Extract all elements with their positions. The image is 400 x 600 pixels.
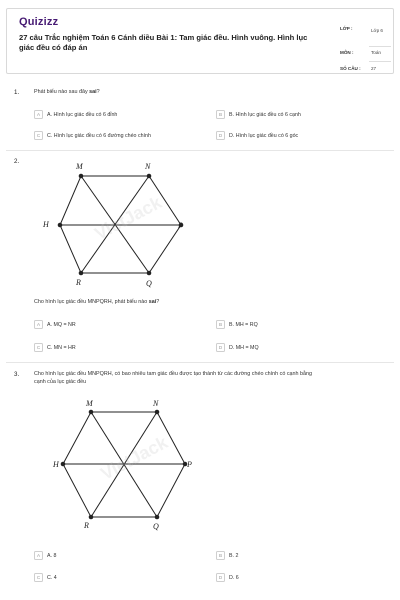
vertex-m [79,174,84,179]
option-text: C. MN = HR [47,344,76,351]
meta-divider [369,46,391,47]
label-m: M [86,399,93,408]
question-text-line: Cho hình lục giác đều MNPQRH, có bao nhiêu tam giác đều được tạo thành từ các đường chéo chính có cạnh bằng [34,371,313,377]
vertex-m [89,410,94,415]
label-m: M [76,162,83,171]
label-q: Q [153,522,159,531]
hexagon-figure [44,393,204,533]
subject-value: Toán [371,50,381,55]
label-h: H [43,220,49,229]
label-p: P [187,460,192,469]
option-letter-box: A [34,110,43,119]
question-count-label: SỐ CÂU : [340,66,361,71]
question-number: 3. [14,371,20,378]
question-text [34,298,159,306]
answer-option-d[interactable] [216,343,259,352]
vertex-h [58,223,63,228]
vertex-q [147,271,152,276]
vertex-q [155,515,160,520]
option-letter-box: B [216,551,225,560]
watermark: VietJack [91,192,165,244]
option-text: D. 6 [229,574,239,581]
option-text: B. 2 [229,552,239,559]
answer-option-c[interactable] [34,131,151,140]
question-text-part: ? [96,89,100,95]
section-divider [6,362,394,363]
question-text-emphasis: sai [89,89,97,95]
option-letter-box: D [216,573,225,582]
option-letter-box: A [34,320,43,329]
meta-divider [369,61,391,62]
answer-option-d[interactable] [216,573,239,582]
option-text: A. MQ = NR [47,321,76,328]
answer-option-b[interactable] [216,551,238,560]
vertex-r [89,515,94,520]
label-h: H [53,460,59,469]
option-letter-box: C [34,131,43,140]
question-text-line: cạnh của lục giác đều [34,379,87,385]
answer-option-b[interactable] [216,110,301,119]
option-text: A. Hình lục giác đều có 6 đỉnh [47,111,118,118]
answer-option-a[interactable] [34,320,76,329]
option-letter-box: D [216,131,225,140]
quizizz-logo: Quizizz [19,16,59,28]
vertex-n [155,410,160,415]
option-letter-box: C [34,343,43,352]
grade-value: Lớp 6 [371,28,383,33]
answer-option-a[interactable] [34,110,117,119]
question-number: 2. [14,158,20,165]
vertex-h [61,462,66,467]
answer-option-b[interactable] [216,320,258,329]
answer-option-a[interactable] [34,551,56,560]
label-r: R [76,278,81,287]
question-number: 1. [14,89,20,96]
watermark: VietJack [97,432,171,484]
question-text [34,370,392,386]
vertex-n [147,174,152,179]
worksheet-header [6,8,394,74]
option-text: C. Hình lục giác đều có 6 đường chéo chính [47,132,151,139]
option-text: A. 8 [47,552,57,559]
option-letter-box: B [216,320,225,329]
vertex-r [79,271,84,276]
option-text: D. Hình lục giác đều có 6 góc [229,132,299,139]
label-p: P [178,221,183,230]
hexagon-figure [36,158,196,290]
question-count-value: 27 [371,66,377,71]
option-letter-box: D [216,343,225,352]
option-text: D. MH = MQ [229,344,259,351]
label-q: Q [146,279,152,288]
option-letter-box: C [34,573,43,582]
question-text-part: Phát biểu nào sau đây [34,89,90,95]
label-n: N [145,162,151,171]
label-n: N [153,399,159,408]
option-text: B. Hình lục giác đều có 6 cạnh [229,111,301,118]
answer-option-c[interactable] [34,343,76,352]
option-letter-box: A [34,551,43,560]
question-text [34,88,100,96]
grade-label: LỚP : [340,26,353,31]
label-r: R [84,521,89,530]
option-text: B. MH = RQ [229,321,258,328]
worksheet-title: 27 câu Trắc nghiệm Toán 6 Cánh diều Bài 1: Tam giác đều. Hình vuông. Hình lục giác đều có đáp án [19,33,308,52]
answer-option-d[interactable] [216,131,298,140]
question-text-part: ? [156,299,160,305]
answer-option-c[interactable] [34,573,57,582]
option-text: C. 4 [47,574,57,581]
option-letter-box: B [216,110,225,119]
question-text-part: Cho hình lục giác đều MNPQRH, phát biểu nào [34,299,149,305]
question-text-emphasis: sai [148,299,157,305]
section-divider [6,150,394,151]
subject-label: MÔN : [340,50,354,55]
